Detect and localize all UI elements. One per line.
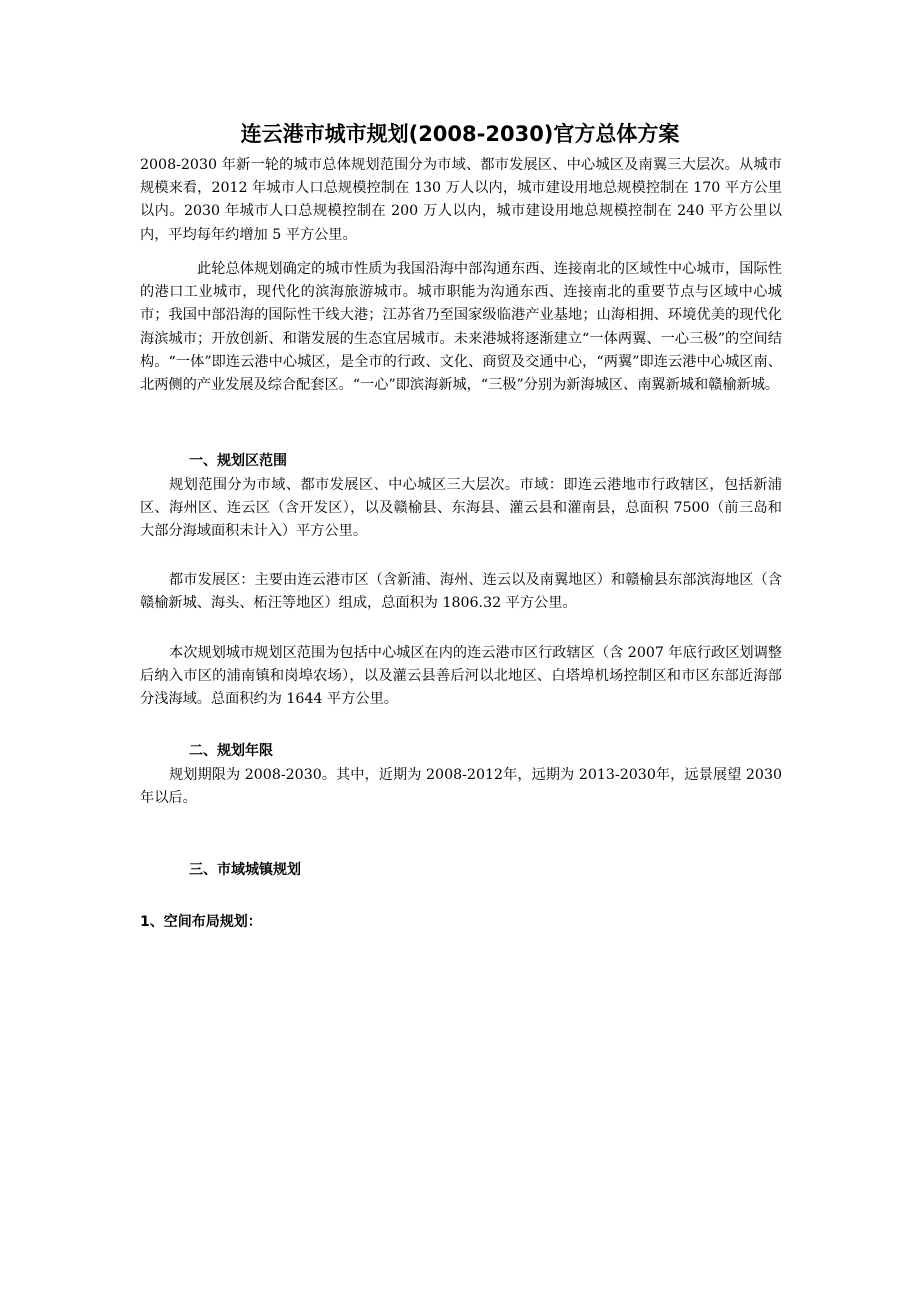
intro-paragraph: 2008-2030 年新一轮的城市总体规划范围分为市域、都市发展区、中心城区及南翼三大层次。从城市规模来看，2012 年城市人口总规模控制在 130 万人以内，城市建设用地总规模控制在 170 平方公里以内。2030 年城市人口总规模控制在 200 万人以内，城市建设用地总规模控制在 240 平方公里以内，平均每年约增加 5 平方公里。 bbox=[140, 157, 782, 243]
city-nature-paragraph: 此轮总体规划确定的城市性质为我国沿海中部沟通东西、连接南北的区域性中心城市，国际性的港口工业城市，现代化的滨海旅游城市。城市职能为沟通东西、连接南北的重要节点与区域中心城市；我国中部沿海的国际性干线大港；江苏省乃至国家级临港产业基地；山海相拥、环境优美的现代化海滨城市；开放创新、和谐发展的生态宜居城市。未来港城将逐渐建立“一体两翼、一心三极”的空间结构。“一体”即连云港中心城区，是全市的行政、文化、商贸及交通中心，“两翼”即连云港中心城区南、北两侧的产业发展及综合配套区。“一心”即滨海新城，“三极”分别为新海城区、南翼新城和赣榆新城。 bbox=[140, 261, 782, 394]
section-heading-planning-period: 二、规划年限 bbox=[189, 743, 273, 759]
section-heading-urban-system: 三、市域城镇规划 bbox=[189, 862, 301, 878]
subsection-heading-spatial-layout: 1、空间布局规划： bbox=[140, 914, 262, 930]
document-title: 连云港市城市规划(2008-2030)官方总体方案 bbox=[240, 122, 680, 146]
planning-area-paragraph-3: 本次规划城市规划区范围为包括中心城区在内的连云港市区行政辖区（含 2007 年底行政区划调整后纳入市区的浦南镇和岗埠农场），以及灌云县善后河以北地区、白塔埠机场控制区和市区东部近海部分浅海域。总面积约为 1644 平方公里。 bbox=[140, 645, 782, 708]
section-heading-planning-area: 一、规划区范围 bbox=[189, 453, 287, 469]
planning-period-paragraph: 规划期限为 2008-2030。其中，近期为 2008-2012年，远期为 2013-2030年，远景展望 2030 年以后。 bbox=[140, 767, 782, 807]
planning-area-paragraph-2: 都市发展区：主要由连云港市区（含新浦、海州、连云以及南翼地区）和赣榆县东部滨海地区（含赣榆新城、海头、柘汪等地区）组成，总面积为 1806.32 平方公里。 bbox=[140, 572, 782, 612]
planning-area-paragraph-1: 规划范围分为市域、都市发展区、中心城区三大层次。市域：即连云港地市行政辖区，包括新浦区、海州区、连云区（含开发区），以及赣榆县、东海县、灌云县和灌南县，总面积 7500（前三岛和大部分海域面积未计入）平方公里。 bbox=[140, 477, 782, 540]
